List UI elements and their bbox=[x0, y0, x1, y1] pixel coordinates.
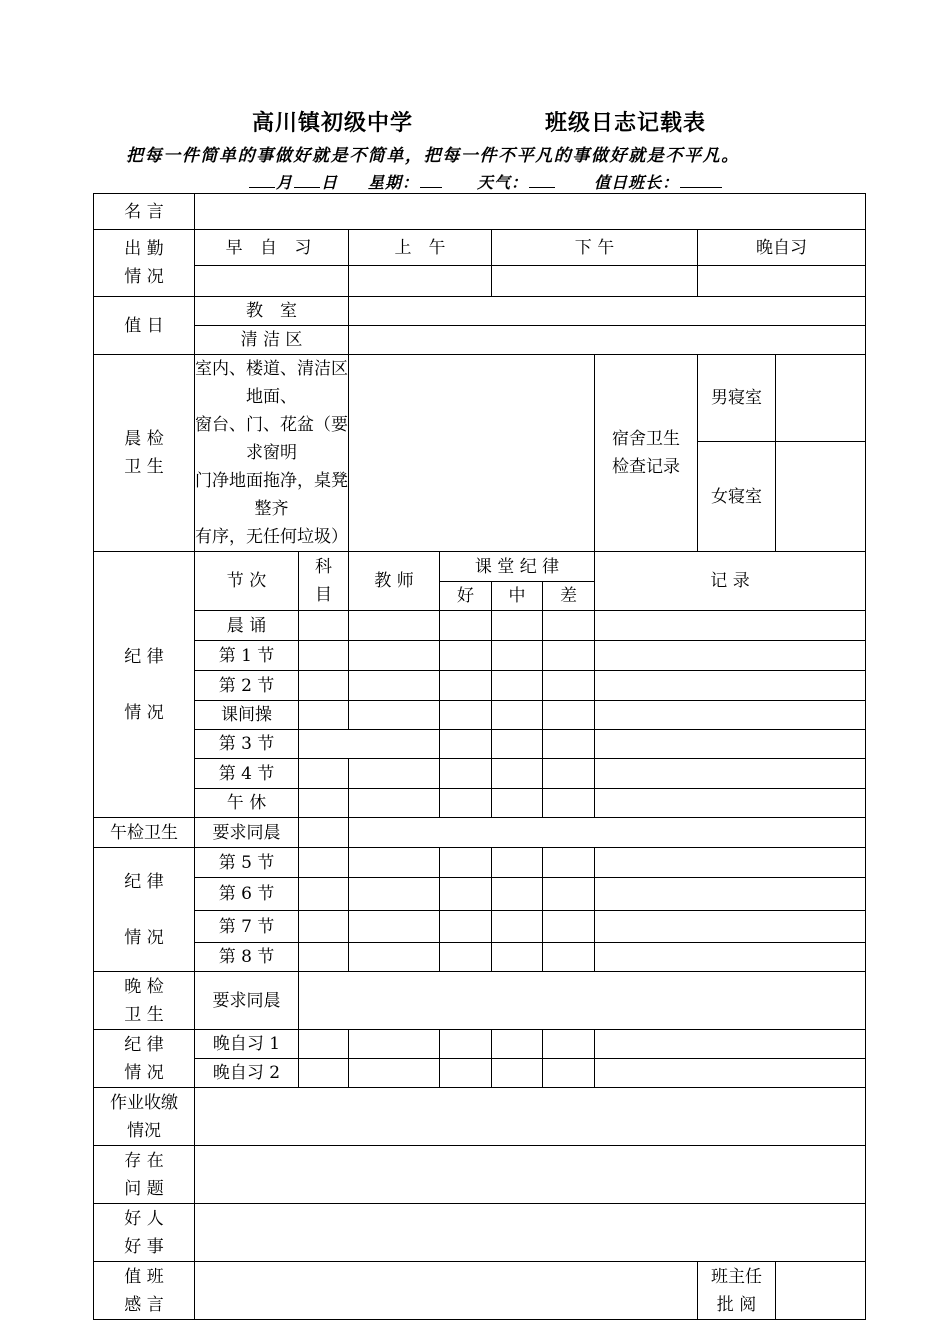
poor-cell[interactable] bbox=[543, 759, 595, 789]
col-period-header: 节 次 bbox=[195, 552, 299, 611]
poor-cell[interactable] bbox=[543, 641, 595, 671]
col-class-discipline-header: 课 堂 纪 律 bbox=[440, 552, 595, 582]
attendance-evening-study-cell[interactable] bbox=[698, 266, 866, 297]
attendance-morning-cell[interactable] bbox=[349, 266, 492, 297]
attendance-afternoon-cell[interactable] bbox=[492, 266, 698, 297]
motto-row-label: 名 言 bbox=[94, 194, 195, 230]
evening-discipline-label: 纪 律 情 况 bbox=[94, 1030, 195, 1088]
subject-cell[interactable] bbox=[299, 701, 349, 730]
medium-cell[interactable] bbox=[492, 1059, 543, 1088]
weather-blank[interactable] bbox=[529, 173, 555, 188]
medium-cell[interactable] bbox=[492, 789, 543, 818]
motto: 把每一件简单的事做好就是不简单，把每一件不平凡的事做好就是不平凡。 bbox=[126, 146, 740, 166]
table-row bbox=[94, 1059, 866, 1088]
good-cell[interactable] bbox=[440, 1030, 492, 1059]
subject-cell[interactable] bbox=[299, 911, 349, 943]
poor-cell[interactable] bbox=[543, 789, 595, 818]
noon-check-subcell[interactable] bbox=[299, 818, 349, 848]
male-dorm-cell[interactable] bbox=[776, 355, 866, 442]
good-cell[interactable] bbox=[440, 611, 492, 641]
poor-cell[interactable] bbox=[543, 611, 595, 641]
month-blank[interactable] bbox=[249, 173, 275, 188]
attendance-early-study: 早 自 习 bbox=[195, 230, 349, 266]
record-cell[interactable] bbox=[595, 848, 866, 878]
record-cell[interactable] bbox=[595, 943, 866, 972]
good-cell[interactable] bbox=[440, 911, 492, 943]
poor-cell[interactable] bbox=[543, 701, 595, 730]
evening-check-label: 晚 检 卫 生 bbox=[94, 972, 195, 1030]
poor-cell[interactable] bbox=[543, 1059, 595, 1088]
teacher-cell[interactable] bbox=[349, 1030, 440, 1059]
period-label: 第 2 节 bbox=[195, 671, 299, 701]
female-dorm-label: 女寝室 bbox=[698, 442, 776, 552]
table-row bbox=[94, 671, 866, 701]
day-label: 日 bbox=[321, 173, 339, 192]
good-cell[interactable] bbox=[440, 701, 492, 730]
col-record-header: 记 录 bbox=[595, 552, 866, 611]
period-label: 第 5 节 bbox=[195, 848, 299, 878]
homework-label: 作业收缴 情况 bbox=[94, 1088, 195, 1146]
teacher-cell[interactable] bbox=[349, 789, 440, 818]
school-name: 高川镇初级中学 bbox=[252, 110, 414, 136]
good-cell[interactable] bbox=[440, 759, 492, 789]
problems-label: 存 在 问 题 bbox=[94, 1146, 195, 1204]
table-row bbox=[94, 911, 866, 943]
teacher-review-label: 班主任 批 阅 bbox=[698, 1262, 776, 1320]
medium-cell[interactable] bbox=[492, 1030, 543, 1059]
subject-cell[interactable] bbox=[299, 641, 349, 671]
morning-check-requirements: 室内、楼道、清洁区地面、 窗台、门、花盆（要求窗明 门净地面拖净，桌凳整齐 有序，无任何垃圾） bbox=[195, 355, 349, 552]
evening-check-requirement: 要求同晨 bbox=[195, 972, 299, 1030]
teacher-cell[interactable] bbox=[349, 848, 440, 878]
poor-cell[interactable] bbox=[543, 878, 595, 911]
poor-cell[interactable] bbox=[543, 730, 595, 759]
good-cell[interactable] bbox=[440, 878, 492, 911]
weekday-blank[interactable] bbox=[420, 173, 442, 188]
good-cell[interactable] bbox=[440, 641, 492, 671]
monitor-blank[interactable] bbox=[680, 173, 722, 188]
duty-classroom-cell[interactable] bbox=[349, 297, 866, 326]
col-teacher-header: 教 师 bbox=[349, 552, 440, 611]
teacher-cell[interactable] bbox=[349, 611, 440, 641]
col-poor-header: 差 bbox=[543, 582, 595, 611]
period-label: 课间操 bbox=[195, 701, 299, 730]
period-label: 晨 诵 bbox=[195, 611, 299, 641]
good-cell[interactable] bbox=[440, 1059, 492, 1088]
date-line bbox=[248, 170, 723, 193]
record-cell[interactable] bbox=[595, 701, 866, 730]
subject-cell[interactable] bbox=[299, 878, 349, 911]
medium-cell[interactable] bbox=[492, 878, 543, 911]
table-row bbox=[94, 611, 866, 641]
record-cell[interactable] bbox=[595, 911, 866, 943]
period-label: 第 4 节 bbox=[195, 759, 299, 789]
record-cell[interactable] bbox=[595, 1059, 866, 1088]
record-cell[interactable] bbox=[595, 878, 866, 911]
period-label: 第 7 节 bbox=[195, 911, 299, 943]
attendance-evening-study: 晚自习 bbox=[698, 230, 866, 266]
record-cell[interactable] bbox=[595, 671, 866, 701]
medium-cell[interactable] bbox=[492, 848, 543, 878]
period-label: 第 8 节 bbox=[195, 943, 299, 972]
teacher-cell[interactable] bbox=[349, 911, 440, 943]
form-title: 班级日志记载表 bbox=[545, 110, 707, 136]
period-label: 第 6 节 bbox=[195, 878, 299, 911]
table-row bbox=[94, 943, 866, 972]
monitor-label: 值日班长： bbox=[594, 173, 680, 192]
problems-cell[interactable] bbox=[195, 1146, 866, 1204]
good-cell[interactable] bbox=[440, 671, 492, 701]
weather-label: 天气： bbox=[477, 173, 529, 192]
motto-input-cell[interactable] bbox=[195, 194, 866, 230]
table-row bbox=[94, 1030, 866, 1059]
morning-check-label: 晨 检 卫 生 bbox=[94, 355, 195, 552]
teacher-cell[interactable] bbox=[349, 878, 440, 911]
teacher-review-cell[interactable] bbox=[776, 1262, 866, 1320]
good-cell[interactable] bbox=[440, 789, 492, 818]
good-cell[interactable] bbox=[440, 848, 492, 878]
period-label: 晚自习 2 bbox=[195, 1059, 299, 1088]
subject-cell[interactable] bbox=[299, 1030, 349, 1059]
duty-label: 值 日 bbox=[94, 297, 195, 355]
medium-cell[interactable] bbox=[492, 671, 543, 701]
class-log-table bbox=[93, 193, 866, 1320]
record-cell[interactable] bbox=[595, 730, 866, 759]
good-deeds-cell[interactable] bbox=[195, 1204, 866, 1262]
attendance-early-study-cell[interactable] bbox=[195, 266, 349, 297]
attendance-label: 出 勤 情 况 bbox=[94, 230, 195, 297]
teacher-cell[interactable] bbox=[349, 759, 440, 789]
afternoon-discipline-label: 纪 律 情 况 bbox=[94, 848, 195, 972]
weekday-label: 星期： bbox=[368, 173, 420, 192]
period-label: 第 1 节 bbox=[195, 641, 299, 671]
morning-check-cell[interactable] bbox=[349, 355, 595, 552]
col-subject-header: 科 目 bbox=[299, 552, 349, 611]
teacher-cell[interactable] bbox=[349, 943, 440, 972]
duty-reflection-cell[interactable] bbox=[195, 1262, 698, 1320]
poor-cell[interactable] bbox=[543, 671, 595, 701]
period-label: 午 休 bbox=[195, 789, 299, 818]
subject-cell[interactable] bbox=[299, 848, 349, 878]
medium-cell[interactable] bbox=[492, 943, 543, 972]
month-label: 月 bbox=[276, 173, 294, 192]
poor-cell[interactable] bbox=[543, 1030, 595, 1059]
period-label: 第 3 节 bbox=[195, 730, 299, 759]
medium-cell[interactable] bbox=[492, 730, 543, 759]
good-cell[interactable] bbox=[440, 730, 492, 759]
medium-cell[interactable] bbox=[492, 759, 543, 789]
evening-check-cell[interactable] bbox=[299, 972, 866, 1030]
teacher-cell[interactable] bbox=[349, 671, 440, 701]
medium-cell[interactable] bbox=[492, 611, 543, 641]
good-cell[interactable] bbox=[440, 943, 492, 972]
medium-cell[interactable] bbox=[492, 911, 543, 943]
poor-cell[interactable] bbox=[543, 848, 595, 878]
medium-cell[interactable] bbox=[492, 701, 543, 730]
poor-cell[interactable] bbox=[543, 943, 595, 972]
table-row bbox=[94, 701, 866, 730]
col-medium-header: 中 bbox=[492, 582, 543, 611]
noon-check-requirement: 要求同晨 bbox=[195, 818, 299, 848]
good-deeds-label: 好 人 好 事 bbox=[94, 1204, 195, 1262]
subject-cell[interactable] bbox=[299, 759, 349, 789]
period-label: 晚自习 1 bbox=[195, 1030, 299, 1059]
subject-cell[interactable] bbox=[299, 1059, 349, 1088]
dorm-check-label: 宿舍卫生 检查记录 bbox=[595, 355, 698, 552]
noon-check-cell[interactable] bbox=[349, 818, 866, 848]
teacher-cell[interactable] bbox=[349, 641, 440, 671]
subject-cell[interactable] bbox=[299, 671, 349, 701]
subject-cell[interactable] bbox=[299, 789, 349, 818]
subject-cell[interactable] bbox=[299, 611, 349, 641]
female-dorm-cell[interactable] bbox=[776, 442, 866, 552]
duty-classroom-label: 教 室 bbox=[195, 297, 349, 326]
duty-reflection-label: 值 班 感 言 bbox=[94, 1262, 195, 1320]
noon-check-label: 午检卫生 bbox=[94, 818, 195, 848]
attendance-morning: 上 午 bbox=[349, 230, 492, 266]
record-cell[interactable] bbox=[595, 641, 866, 671]
discipline-label: 纪 律 情 况 bbox=[94, 552, 195, 818]
poor-cell[interactable] bbox=[543, 911, 595, 943]
medium-cell[interactable] bbox=[492, 641, 543, 671]
table-row bbox=[94, 848, 866, 878]
table-row bbox=[94, 789, 866, 818]
record-cell[interactable] bbox=[595, 611, 866, 641]
col-good-header: 好 bbox=[440, 582, 492, 611]
record-cell[interactable] bbox=[595, 759, 866, 789]
duty-clean-area-cell[interactable] bbox=[349, 326, 866, 355]
day-blank[interactable] bbox=[294, 173, 320, 188]
subject-cell[interactable] bbox=[299, 943, 349, 972]
record-cell[interactable] bbox=[595, 789, 866, 818]
table-row bbox=[94, 878, 866, 911]
male-dorm-label: 男寝室 bbox=[698, 355, 776, 442]
homework-cell[interactable] bbox=[195, 1088, 866, 1146]
teacher-cell[interactable] bbox=[349, 701, 440, 730]
record-cell[interactable] bbox=[595, 1030, 866, 1059]
duty-clean-area-label: 清 洁 区 bbox=[195, 326, 349, 355]
teacher-cell[interactable] bbox=[349, 1059, 440, 1088]
subject-teacher-cell[interactable] bbox=[299, 730, 440, 759]
attendance-afternoon: 下 午 bbox=[492, 230, 698, 266]
table-row bbox=[94, 730, 866, 759]
table-row bbox=[94, 641, 866, 671]
table-row bbox=[94, 759, 866, 789]
